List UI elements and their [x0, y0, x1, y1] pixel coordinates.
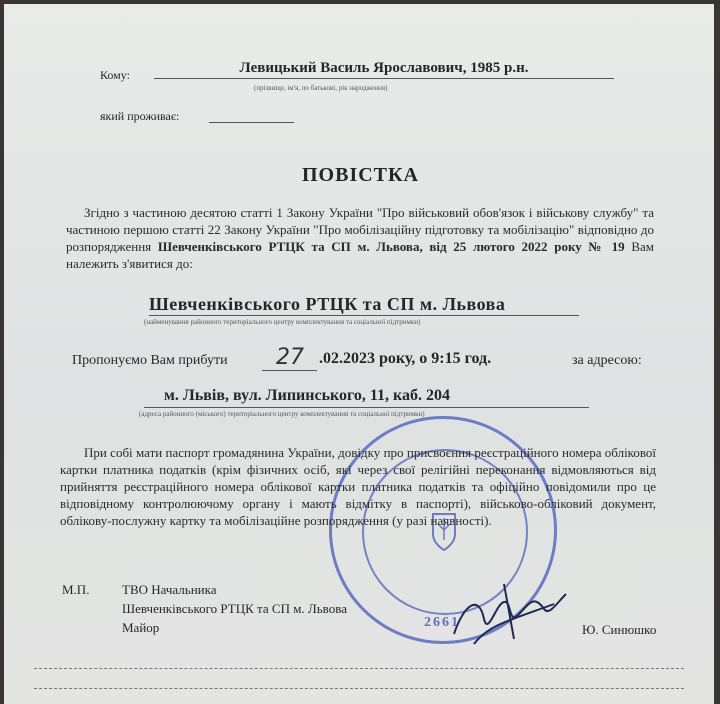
arrival-date-time: .02.2023 року, о 9:15 год. — [319, 350, 492, 367]
document-title: ПОВІСТКА — [302, 164, 419, 186]
signer-position-2: Шевченківського РТЦК та СП м. Львова — [122, 601, 347, 616]
arrival-prefix: Пропонуємо Вам прибути — [72, 353, 228, 368]
center-underline — [149, 315, 579, 316]
address-hint: (адреса районного (міського) територіального центру комплектування та соціальної підтримки) — [139, 410, 425, 418]
signer-name: Ю. Синюшко — [582, 622, 657, 637]
residence-line — [209, 122, 294, 123]
intro-order: Шевченківського РТЦК та СП м. Львова, від 25 лютого 2022 року № 19 — [157, 239, 625, 254]
arrival-day-line — [262, 370, 317, 371]
arrival-suffix: за адресою: — [572, 353, 642, 368]
handwritten-signature — [444, 564, 584, 654]
intro-end: Вам належить з'явитися до: — [66, 239, 654, 271]
intro-text: Згідно з частиною десятою статті 1 Закону України "Про військовий обов'язок і військову службу" та частиною першою статті 22 Закону України "Про мобілізаційну підготовку та мобілізацію" відповідно до розпорядження — [66, 205, 654, 254]
center-name: Шевченківського РТЦК та СП м. Львова — [149, 294, 506, 314]
recipient-label: Кому: — [100, 68, 130, 82]
summons-document — [4, 4, 714, 704]
address-underline — [144, 407, 589, 408]
signer-rank: Майор — [122, 620, 160, 635]
cut-line-2 — [34, 688, 684, 689]
documents-paragraph: При собі мати паспорт громадянина України, довідку про присвоєння реєстраційного номера облікової картки платника податків (крім фізичних осіб, які через свої релігійні переконання відмовляються від прийняття реєстраційного номера облікової картки платника податків та офіційно повідомили про це відповідному контролюючому органу і мають відмітку в паспорті), військово-обліковий документ, облікову-послужну картку та мобілізаційне розпорядження (у разі наявності). — [60, 445, 656, 528]
cut-line-1 — [34, 668, 684, 669]
recipient-hint: (прізвище, ім'я, по батькові, рік народження) — [254, 84, 388, 92]
recipient-value: Левицький Василь Ярославович, 1985 р.н. — [154, 60, 614, 79]
residence-label: який проживає: — [100, 109, 180, 123]
stamp-number: 2661 — [424, 615, 460, 630]
signer-position-1: ТВО Начальника — [122, 582, 217, 597]
arrival-day: 27 — [276, 345, 304, 370]
intro-paragraph — [66, 204, 654, 272]
address-value: м. Львів, вул. Липинського, 11, каб. 204 — [164, 387, 451, 404]
center-hint: (найменування районного територіального центру комплектування та соціальної підтримки) — [144, 318, 421, 326]
seal-place-label: М.П. — [62, 582, 90, 597]
